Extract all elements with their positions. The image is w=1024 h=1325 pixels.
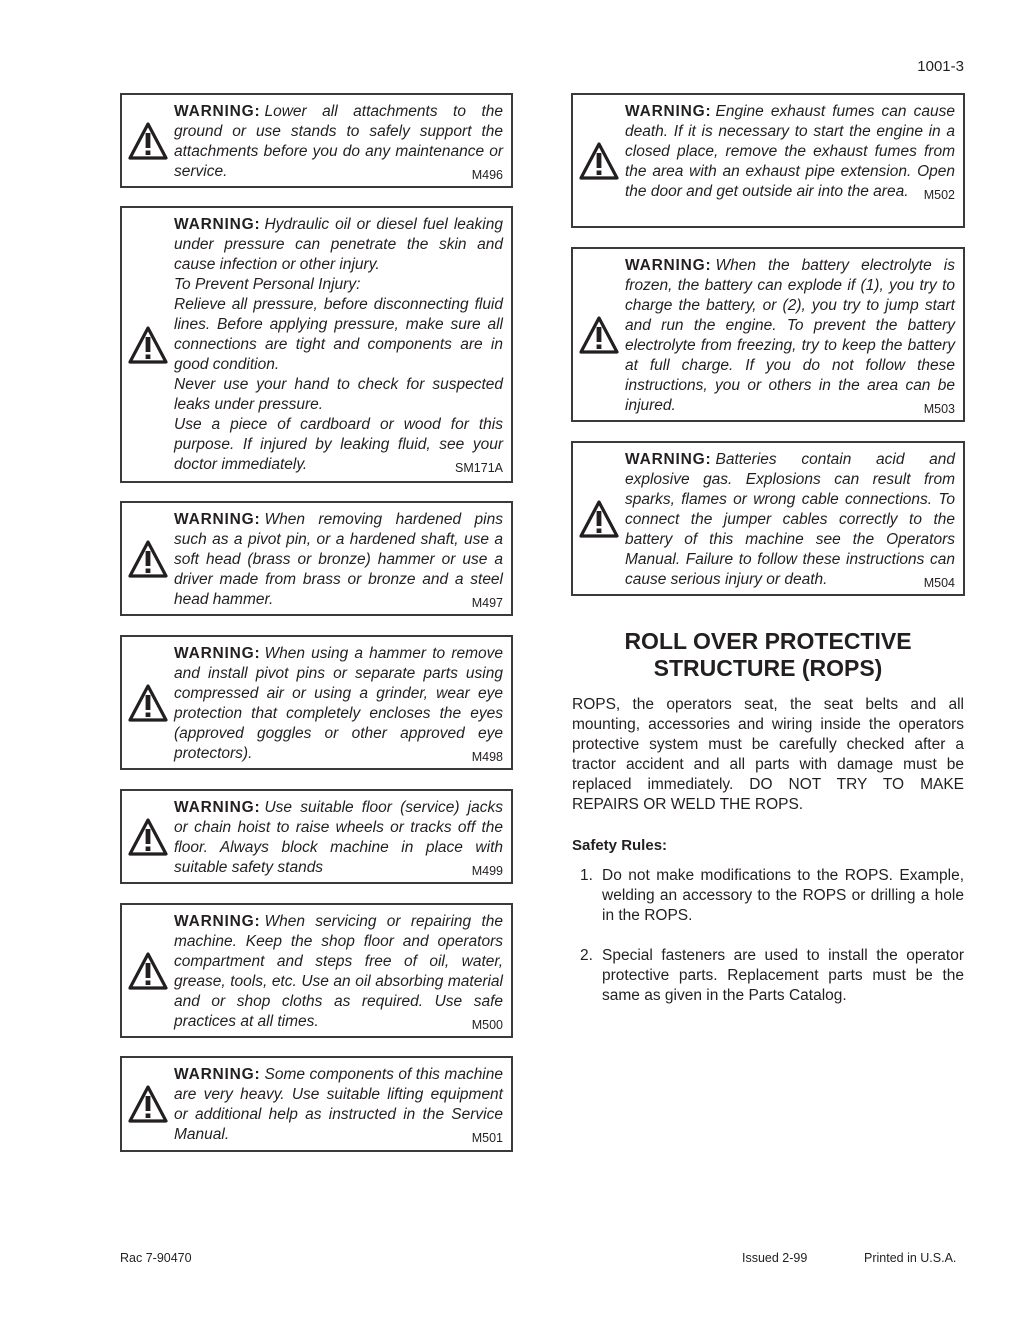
- page-number: 1001-3: [917, 58, 964, 75]
- warning-box-m498: [120, 635, 513, 770]
- warning-paragraph: Use a piece of cardboard or wood for this purpose. If injured by leaking fluid, see your doctor immediately.: [174, 416, 503, 473]
- list-item-number: 2.: [580, 947, 593, 964]
- warning-label: WARNING:: [625, 451, 712, 468]
- footer-issued: Issued 2-99: [742, 1251, 808, 1265]
- warning-code: M497: [471, 596, 503, 610]
- warning-label: WARNING:: [174, 645, 261, 662]
- warning-text: Hydraulic oil or diesel fuel leaking under pressure can penetrate the skin and cause infection or other injury.: [174, 216, 503, 273]
- section-heading-line1: ROLL OVER PROTECTIVE: [624, 628, 912, 654]
- warning-text: When servicing or repairing the machine. Keep the shop floor and operators compartment and steps free of oil, water, grease, tools, etc. Use an oil absorbing material and or shop cloths as required. Use safe practices at all times.: [174, 913, 503, 1030]
- rops-intro: ROPS, the operators seat, the seat belts and all mounting, accessories and wiring inside the operators protective system must be carefully checked after a tractor accident and all parts with damage must be replaced immediately. DO NOT TRY TO MAKE REPAIRS OR WELD THE ROPS.: [572, 696, 964, 813]
- safety-rules-heading: Safety Rules:: [572, 837, 668, 854]
- warning-paragraph: Never use your hand to check for suspected leaks under pressure.: [174, 376, 503, 413]
- list-item: [580, 946, 964, 1006]
- list-item-number: 1.: [580, 867, 593, 884]
- warning-triangle-icon: [579, 316, 619, 354]
- footer-printed: Printed in U.S.A.: [864, 1251, 957, 1265]
- warning-text: When removing hardened pins such as a pivot pin, or a hardened shaft, use a soft head (brass or bronze) hammer or use a driver made from brass or bronze and a steel head hammer.: [174, 511, 503, 608]
- warning-label: WARNING:: [174, 1066, 261, 1083]
- warning-box-m502: [571, 93, 965, 228]
- warning-code: M501: [471, 1131, 503, 1145]
- warning-text: Lower all attachments to the ground or use stands to safely support the attachments before you do any maintenance or service.: [174, 103, 503, 180]
- warning-label: WARNING:: [174, 103, 261, 120]
- warning-triangle-icon: [579, 142, 619, 180]
- warning-code: M498: [471, 750, 503, 764]
- warning-code: M502: [923, 188, 955, 202]
- section-heading-line2: STRUCTURE (ROPS): [653, 655, 883, 681]
- list-item-text: Do not make modifications to the ROPS. Example, welding an accessory to the ROPS or drilling a hole in the ROPS.: [602, 867, 964, 924]
- warning-code: SM171A: [455, 461, 503, 475]
- warning-text: Engine exhaust fumes can cause death. If it is necessary to start the engine in a closed place, remove the exhaust fumes from the area with an exhaust pipe extension. Open the door and get outside air into the area.: [625, 103, 955, 200]
- warning-code: M499: [471, 864, 503, 878]
- warning-box-m497: [120, 501, 513, 616]
- warning-label: WARNING:: [174, 511, 261, 528]
- warning-label: WARNING:: [625, 257, 712, 274]
- list-item: [580, 866, 964, 926]
- warning-text: Batteries contain acid and explosive gas. Explosions can result from sparks, flames or wrong cable connections. To connect the jumper cables correctly to the battery of this machine see the Operators Manual. Failure to follow these instructions can cause serious injury or death.: [625, 451, 955, 588]
- warning-label: WARNING:: [625, 103, 712, 120]
- warning-paragraph: Relieve all pressure, before disconnecting fluid lines. Before applying pressure, make sure all connections are tight and components are in good condition.: [174, 296, 503, 373]
- footer-doc-number: Rac 7-90470: [120, 1251, 192, 1265]
- warning-box-m504: [571, 441, 965, 596]
- warning-box-m500: [120, 903, 513, 1038]
- warning-text: Use suitable floor (service) jacks or chain hoist to raise wheels or tracks off the floor. Always block machine in place with suitable safety stands: [174, 799, 503, 876]
- warning-code: M504: [923, 576, 955, 590]
- warning-code: M503: [923, 402, 955, 416]
- warning-label: WARNING:: [174, 216, 261, 233]
- warning-triangle-icon: [128, 540, 168, 578]
- warning-text: When the battery electrolyte is frozen, the battery can explode if (1), you try to charge the battery, or (2), you try to jump start and run the engine. To prevent the battery electrolyte from freezing, try to keep the battery at full charge. If you do not follow these instructions, you or others in the area can be injured.: [625, 257, 955, 414]
- warning-triangle-icon: [128, 122, 168, 160]
- list-item-text: Special fasteners are used to install the operator protective parts. Replacement parts must be the same as given in the Parts Catalog.: [602, 947, 964, 1004]
- section-heading: [572, 628, 964, 682]
- warning-box-m503: [571, 247, 965, 422]
- warning-triangle-icon: [128, 818, 168, 856]
- warning-subheading: To Prevent Personal Injury:: [174, 276, 361, 293]
- warning-text: Some components of this machine are very heavy. Use suitable lifting equipment or additional help as instructed in the Service Manual.: [174, 1066, 503, 1143]
- warning-triangle-icon: [128, 1085, 168, 1123]
- warning-code: M496: [471, 168, 503, 182]
- warning-triangle-icon: [128, 952, 168, 990]
- warning-box-m501: [120, 1056, 513, 1152]
- warning-triangle-icon: [579, 500, 619, 538]
- warning-triangle-icon: [128, 684, 168, 722]
- warning-box-m499: [120, 789, 513, 884]
- warning-triangle-icon: [128, 326, 168, 364]
- warning-box-m496: [120, 93, 513, 188]
- warning-label: WARNING:: [174, 799, 261, 816]
- warning-code: M500: [471, 1018, 503, 1032]
- warning-text: When using a hammer to remove and install pivot pins or separate parts using compressed air or using a grinder, wear eye protection that completely encloses the eyes (approved goggles or other approved eye protectors).: [174, 645, 503, 762]
- warning-label: WARNING:: [174, 913, 261, 930]
- warning-box-sm171a: [120, 206, 513, 483]
